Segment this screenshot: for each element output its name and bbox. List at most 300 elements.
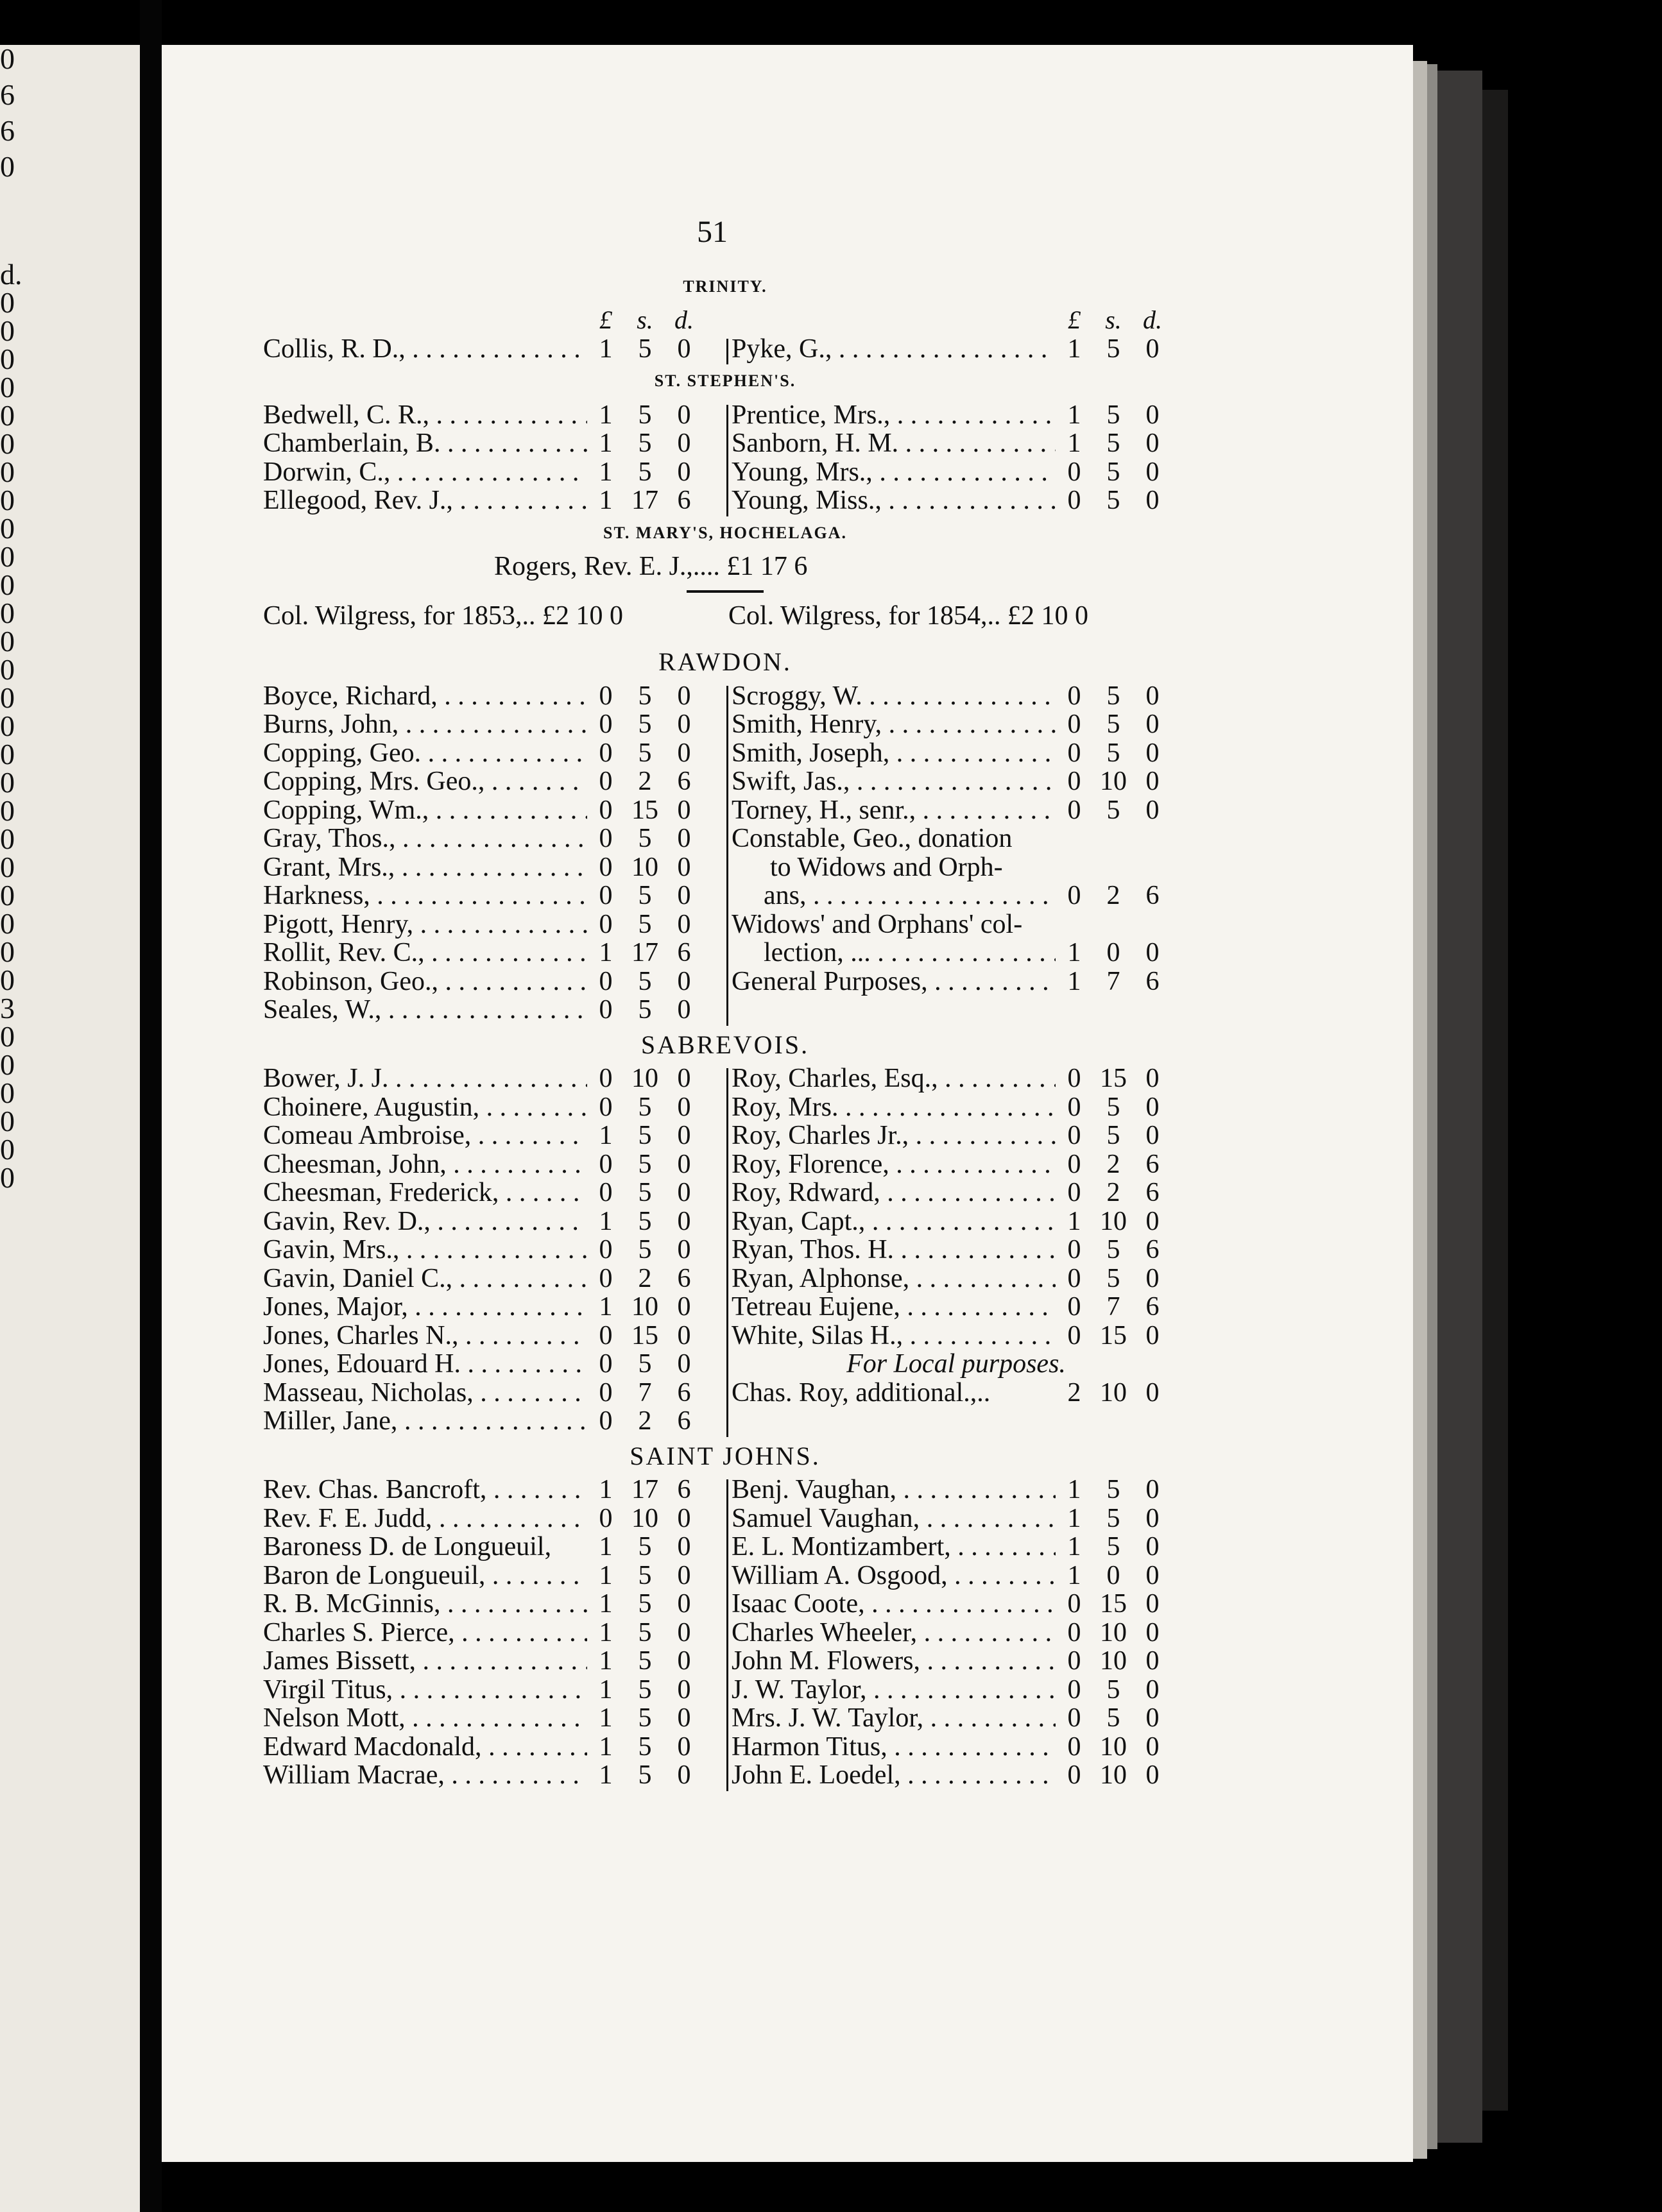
subscriber-name: Young, Miss., . . . xyxy=(725,486,1056,515)
amount-shillings: 5 xyxy=(638,1149,652,1179)
subscriber-row xyxy=(263,824,725,853)
section-title-rawdon: RAWDON. xyxy=(658,647,792,676)
amount-pence: 0 xyxy=(677,1206,691,1236)
amount-pounds: 0 xyxy=(1067,1731,1081,1762)
subscriber-row xyxy=(263,401,725,430)
amount-pounds: 0 xyxy=(1067,1263,1081,1293)
currency-header-pence: d. xyxy=(674,305,694,334)
page-number: 51 xyxy=(697,215,728,249)
subscriber-row xyxy=(725,881,1187,910)
subscriber-row xyxy=(725,401,1187,430)
amount-pounds: 0 xyxy=(1067,1703,1081,1733)
right-column xyxy=(725,1476,1187,1790)
subscriber-name: Dorwin, C., . . . xyxy=(263,458,587,487)
amount-pence: 0 xyxy=(1145,767,1160,796)
saint-johns-table xyxy=(263,1476,1251,1790)
amount-pence: 6 xyxy=(677,1406,691,1436)
subscriber-row xyxy=(725,1590,1187,1619)
subscriber-row xyxy=(725,1533,1187,1561)
subscriber-name: Bower, J. J. . . . xyxy=(263,1064,587,1093)
subscriber-name: James Bissett, . . . xyxy=(263,1647,587,1676)
amount-pounds: 0 xyxy=(1067,486,1081,515)
subscriber-row xyxy=(263,1533,725,1561)
subscriber-row xyxy=(263,881,725,910)
amount-pence: 6 xyxy=(1145,1178,1160,1207)
amount-pounds: 0 xyxy=(599,710,613,739)
facing-page-digit: 0 xyxy=(0,879,15,912)
amount-pounds: 2 xyxy=(1067,1377,1081,1408)
subscriber-name: Samuel Vaughan, . . . xyxy=(725,1504,1056,1533)
subscriber-name: Constable, Geo., donation xyxy=(732,824,1013,853)
amount-shillings: 2 xyxy=(638,767,652,796)
subscriber-name: Ellegood, Rev. J., . . . xyxy=(263,486,587,515)
amount-shillings: 7 xyxy=(1106,966,1120,996)
facing-page-digit: 0 xyxy=(0,568,15,601)
amount-shillings: 5 xyxy=(1106,457,1120,487)
wilgress-row xyxy=(263,602,1187,631)
subscriber-name: Roy, Rdward, . . . xyxy=(725,1178,1056,1207)
amount-shillings: 10 xyxy=(631,1503,658,1533)
facing-page-digit: 0 xyxy=(0,1161,15,1194)
amount-pounds: 1 xyxy=(599,429,613,458)
subscriber-row xyxy=(263,335,725,364)
amount-pounds: 1 xyxy=(1067,429,1081,458)
amount-pence: 0 xyxy=(677,429,691,458)
amount-shillings: 5 xyxy=(638,1617,652,1647)
subscriber-name: Rollit, Rev. C., . . . xyxy=(263,939,587,967)
amount-pounds: 0 xyxy=(599,1320,613,1350)
amount-pence: 0 xyxy=(1145,710,1160,739)
amount-shillings: 17 xyxy=(631,938,658,967)
amount-shillings: 10 xyxy=(1100,1731,1127,1762)
subscriber-name: Swift, Jas., . . . xyxy=(725,767,1056,796)
subscriber-name: Nelson Mott, . . . xyxy=(263,1704,587,1733)
amount-pence: 0 xyxy=(1145,1703,1160,1733)
amount-shillings: 0 xyxy=(1106,938,1120,967)
amount-pounds: 1 xyxy=(599,1731,613,1762)
amount-shillings: 5 xyxy=(1106,1503,1120,1533)
amount-pence: 0 xyxy=(677,966,691,996)
column-divider xyxy=(726,339,728,365)
subscriber-name: Copping, Wm., . . . xyxy=(263,796,587,825)
subscriber-name: R. B. McGinnis, . . . xyxy=(263,1590,587,1619)
subscriber-row xyxy=(263,739,725,768)
facing-page-digit: 0 xyxy=(0,822,15,855)
amount-pence: 0 xyxy=(677,1646,691,1676)
amount-pence: 6 xyxy=(1145,1292,1160,1322)
subscriber-row xyxy=(263,1647,725,1676)
amount-pounds: 0 xyxy=(1067,1617,1081,1647)
currency-header-pounds: £ xyxy=(599,305,612,334)
amount-pence: 0 xyxy=(677,1064,691,1093)
facing-page-digit: 0 xyxy=(0,455,15,488)
amount-pounds: 0 xyxy=(1067,795,1081,825)
subscriber-name: Choinere, Augustin, . . . xyxy=(263,1093,587,1122)
subscriber-name: Boyce, Richard, . . . xyxy=(263,682,587,711)
subscriber-name: John M. Flowers, . . . xyxy=(725,1647,1056,1676)
facing-page-digit: 0 xyxy=(0,935,15,968)
subscriber-row xyxy=(263,1293,725,1322)
amount-pence: 0 xyxy=(1145,1674,1160,1705)
subscriber-name: Robinson, Geo., . . . xyxy=(263,967,587,996)
subscriber-name: William A. Osgood, . . . xyxy=(725,1561,1056,1590)
right-column xyxy=(725,401,1187,515)
amount-shillings: 5 xyxy=(638,1646,652,1676)
amount-pence: 0 xyxy=(1145,1092,1160,1122)
amount-pounds: 1 xyxy=(599,1292,613,1322)
amount-pounds: 0 xyxy=(599,1263,613,1293)
amount-pence: 0 xyxy=(1145,795,1160,825)
amount-shillings: 5 xyxy=(638,1206,652,1236)
facing-page-digit: 6 xyxy=(0,114,15,147)
amount-pounds: 0 xyxy=(1067,457,1081,487)
amount-shillings: 15 xyxy=(1100,1320,1127,1350)
right-column xyxy=(725,1064,1187,1436)
amount-pounds: 0 xyxy=(599,1149,613,1179)
amount-pence: 0 xyxy=(677,1617,691,1647)
amount-shillings: 10 xyxy=(1100,1646,1127,1676)
amount-pence: 0 xyxy=(677,334,691,364)
subscriber-name: Burns, John, . . . xyxy=(263,710,587,739)
subscriber-name: Baroness D. de Longueuil, xyxy=(263,1533,552,1561)
sections-container xyxy=(263,273,1251,515)
currency-header-shillings: s. xyxy=(637,305,653,334)
facing-page-digit: 0 xyxy=(0,964,15,996)
facing-page-digit: d. xyxy=(0,258,22,291)
facing-page-digit xyxy=(0,225,26,260)
amount-pence: 0 xyxy=(677,1292,691,1322)
subscriber-name: lection, ... . . . xyxy=(725,939,1056,967)
section-title-saint-johns: SAINT JOHNS. xyxy=(630,1441,821,1470)
column-divider xyxy=(726,1068,728,1437)
facing-page-digit: 0 xyxy=(0,427,15,460)
left-column xyxy=(263,1476,725,1790)
right-column xyxy=(725,682,1187,1025)
subscriber-name: Copping, Mrs. Geo., . . . xyxy=(263,767,587,796)
facing-page-digit: 0 xyxy=(0,45,15,75)
subscriber-name: Jones, Charles N., . . . xyxy=(263,1322,587,1350)
amount-pounds: 1 xyxy=(1067,1503,1081,1533)
amount-shillings: 15 xyxy=(1100,1064,1127,1093)
amount-pence: 0 xyxy=(1145,938,1160,967)
amount-pounds: 0 xyxy=(599,1406,613,1436)
subscriber-name: J. W. Taylor, . . . xyxy=(725,1676,1056,1705)
amount-shillings: 5 xyxy=(1106,1475,1120,1504)
subscriber-row xyxy=(263,796,725,825)
subscriber-row xyxy=(725,335,1187,364)
amount-pence: 0 xyxy=(1145,1377,1160,1408)
amount-pence: 0 xyxy=(1145,1560,1160,1590)
amount-shillings: 17 xyxy=(631,486,658,515)
subscriber-name: Gavin, Mrs., . . . xyxy=(263,1236,587,1264)
facing-page-digit: 0 xyxy=(0,1048,15,1081)
subscriber-name: Roy, Charles, Esq., . . . xyxy=(725,1064,1056,1093)
amount-pounds: 0 xyxy=(599,1178,613,1207)
subscriber-row xyxy=(263,1619,725,1647)
amount-shillings: 5 xyxy=(1106,795,1120,825)
subscriber-name: Jones, Edouard H. . . . xyxy=(263,1350,587,1379)
subscriber-row xyxy=(725,853,1187,882)
page-edge xyxy=(1413,61,1427,2159)
subscriber-name: Prentice, Mrs., . . . xyxy=(725,401,1056,430)
amount-pence: 0 xyxy=(1145,1532,1160,1561)
subscriber-row xyxy=(725,739,1187,768)
amount-pence: 6 xyxy=(677,1377,691,1408)
amount-pounds: 1 xyxy=(1067,966,1081,996)
facing-page-digit: 0 xyxy=(0,1105,15,1137)
subscriber-row xyxy=(725,682,1187,711)
amount-shillings: 5 xyxy=(638,1589,652,1619)
amount-pence: 0 xyxy=(1145,486,1160,515)
amount-shillings: 5 xyxy=(638,881,652,910)
subscriber-row xyxy=(725,910,1187,939)
amount-pounds: 0 xyxy=(599,1503,613,1533)
subscriber-name: Baron de Longueuil, . . . xyxy=(263,1561,587,1590)
subscriber-name: Rev. Chas. Bancroft, . . . xyxy=(263,1476,587,1504)
facing-page-digit: 0 xyxy=(0,540,15,573)
amount-shillings: 5 xyxy=(638,966,652,996)
amount-pounds: 1 xyxy=(599,1206,613,1236)
amount-shillings: 5 xyxy=(1106,710,1120,739)
subscriber-row xyxy=(725,1561,1187,1590)
amount-pounds: 1 xyxy=(599,1646,613,1676)
amount-pounds: 0 xyxy=(1067,1589,1081,1619)
amount-shillings: 10 xyxy=(631,1064,658,1093)
divider-rule xyxy=(687,590,764,593)
subscriber-name: Gray, Thos., . . . xyxy=(263,824,587,853)
amount-pounds: 1 xyxy=(599,1617,613,1647)
facing-page-digit: 0 xyxy=(0,343,15,375)
amount-pounds: 1 xyxy=(599,1532,613,1561)
subscriber-row xyxy=(263,1379,725,1408)
subscriber-name: Harmon Titus, . . . xyxy=(725,1733,1056,1762)
amount-shillings: 5 xyxy=(638,457,652,487)
subscriber-row xyxy=(263,1322,725,1350)
amount-pence: 0 xyxy=(677,1589,691,1619)
amount-shillings: 5 xyxy=(638,1235,652,1264)
amount-shillings: 2 xyxy=(638,1263,652,1293)
subscriber-name: Seales, W., . . . xyxy=(263,996,587,1025)
amount-pence: 0 xyxy=(677,1349,691,1379)
amount-pounds: 0 xyxy=(599,795,613,825)
amount-pence: 6 xyxy=(1145,966,1160,996)
subscriber-row xyxy=(263,1407,725,1436)
amount-pounds: 0 xyxy=(1067,1235,1081,1264)
subscriber-name: Roy, Charles Jr., . . . xyxy=(725,1121,1056,1150)
amount-pounds: 0 xyxy=(599,881,613,910)
amount-pence: 0 xyxy=(1145,1121,1160,1150)
amount-pence: 0 xyxy=(677,400,691,430)
amount-shillings: 5 xyxy=(638,400,652,430)
subscriber-name: Chamberlain, B. . . . xyxy=(263,429,587,458)
subscriber-row xyxy=(725,429,1187,458)
subscriber-name: Ryan, Alphonse, . . . xyxy=(725,1264,1056,1293)
subscriber-row xyxy=(263,1121,725,1150)
amount-pounds: 0 xyxy=(1067,1674,1081,1705)
amount-pence: 0 xyxy=(1145,400,1160,430)
subscriber-row xyxy=(725,1207,1187,1236)
subscriber-row xyxy=(725,1647,1187,1676)
facing-page-digit: 0 xyxy=(0,286,15,319)
amount-pence: 0 xyxy=(1145,334,1160,364)
subscriber-row xyxy=(725,1619,1187,1647)
right-column xyxy=(725,335,1187,364)
currency-header-pence: d. xyxy=(1143,305,1162,334)
rawdon-table xyxy=(263,682,1251,1025)
facing-page-digit: 0 xyxy=(0,625,15,658)
amount-pounds: 0 xyxy=(1067,1121,1081,1150)
amount-shillings: 5 xyxy=(638,710,652,739)
subscriber-row xyxy=(263,429,725,458)
subscriber-name: E. L. Montizambert, . . . xyxy=(725,1533,1056,1561)
amount-shillings: 10 xyxy=(1100,1617,1127,1647)
facing-page-digit: 0 xyxy=(0,314,15,347)
subscriber-name: Charles S. Pierce, . . . xyxy=(263,1619,587,1647)
amount-shillings: 5 xyxy=(638,1178,652,1207)
facing-page-digits xyxy=(0,45,26,2212)
subscriber-name: Charles Wheeler, . . . xyxy=(725,1619,1056,1647)
amount-pence: 0 xyxy=(1145,738,1160,768)
amount-shillings: 7 xyxy=(638,1377,652,1408)
subscriber-row xyxy=(263,458,725,487)
subscriber-name: Copping, Geo. . . . xyxy=(263,739,587,768)
st-marys-line: Rogers, Rev. E. J.,.... £1 17 6 xyxy=(494,552,808,581)
facing-page-digit: 6 xyxy=(0,78,15,111)
amount-pounds: 0 xyxy=(599,852,613,882)
amount-pence: 0 xyxy=(677,1703,691,1733)
facing-page-digit: 0 xyxy=(0,851,15,883)
subscriber-row xyxy=(725,1350,1187,1379)
amount-pounds: 1 xyxy=(1067,938,1081,967)
subscriber-row xyxy=(263,1676,725,1705)
subscriber-name: ans, . . . xyxy=(725,881,1056,910)
amount-shillings: 5 xyxy=(638,738,652,768)
amount-pence: 0 xyxy=(677,795,691,825)
amount-pounds: 1 xyxy=(599,457,613,487)
amount-pounds: 1 xyxy=(599,1560,613,1590)
subscriber-row xyxy=(725,1322,1187,1350)
currency-header xyxy=(263,306,1251,335)
amount-shillings: 10 xyxy=(1100,1760,1127,1790)
subscriber-name: Sanborn, H. M. . . . xyxy=(725,429,1056,458)
subscriber-row xyxy=(263,1733,725,1762)
amount-shillings: 5 xyxy=(638,1674,652,1705)
amount-pence: 6 xyxy=(677,938,691,967)
amount-pence: 0 xyxy=(1145,1646,1160,1676)
amount-pence: 0 xyxy=(677,852,691,882)
subscriber-name: Miller, Jane, . . . xyxy=(263,1407,587,1436)
amount-pence: 0 xyxy=(677,457,691,487)
amount-shillings: 5 xyxy=(638,909,652,939)
amount-shillings: 0 xyxy=(1106,1560,1120,1590)
facing-page-digit: 0 xyxy=(0,1076,15,1109)
amount-pounds: 1 xyxy=(599,1589,613,1619)
amount-pounds: 1 xyxy=(599,1703,613,1733)
amount-shillings: 5 xyxy=(638,1092,652,1122)
amount-pence: 0 xyxy=(1145,1064,1160,1093)
book-cover-edge xyxy=(1482,90,1508,2111)
subscriber-row xyxy=(263,967,725,996)
subscriber-row xyxy=(725,1150,1187,1179)
subscriber-row xyxy=(263,1150,725,1179)
subscriber-row xyxy=(263,1264,725,1293)
amount-pence: 0 xyxy=(1145,1617,1160,1647)
amount-pounds: 0 xyxy=(599,1092,613,1122)
amount-pounds: 1 xyxy=(1067,1532,1081,1561)
amount-pence: 0 xyxy=(677,1235,691,1264)
subscriber-name: Bedwell, C. R., . . . xyxy=(263,401,587,430)
amount-shillings: 7 xyxy=(1106,1292,1120,1322)
subscriber-row xyxy=(725,1064,1187,1093)
amount-pounds: 0 xyxy=(1067,767,1081,796)
amount-shillings: 10 xyxy=(1100,1377,1127,1408)
subscriber-row xyxy=(263,939,725,967)
amount-pounds: 0 xyxy=(1067,738,1081,768)
amount-shillings: 5 xyxy=(1106,1703,1120,1733)
amount-pence: 0 xyxy=(677,681,691,711)
subscriber-name: Comeau Ambroise, . . . xyxy=(263,1121,587,1150)
subscriber-name: Young, Mrs., . . . xyxy=(725,458,1056,487)
amount-pence: 0 xyxy=(1145,1589,1160,1619)
amount-pence: 0 xyxy=(677,824,691,853)
amount-shillings: 5 xyxy=(638,681,652,711)
subscriber-name: Roy, Florence, . . . xyxy=(725,1150,1056,1179)
amount-shillings: 10 xyxy=(631,1292,658,1322)
subscriber-name: John E. Loedel, . . . xyxy=(725,1761,1056,1790)
facing-page-digit: 0 xyxy=(0,653,15,686)
amount-shillings: 2 xyxy=(1106,1178,1120,1207)
subscriber-row xyxy=(725,1178,1187,1207)
currency-header-shillings: s. xyxy=(1105,305,1122,334)
subscriber-row xyxy=(725,1704,1187,1733)
amount-shillings: 15 xyxy=(631,1320,658,1350)
subscriber-row xyxy=(263,710,725,739)
facing-page-digit: 0 xyxy=(0,371,15,404)
facing-page-edge xyxy=(0,45,140,2212)
subscriber-row xyxy=(263,1590,725,1619)
facing-page-digit xyxy=(0,189,26,225)
left-column xyxy=(263,335,725,364)
amount-pence: 0 xyxy=(677,1560,691,1590)
left-column xyxy=(263,401,725,515)
amount-pence: 0 xyxy=(677,1121,691,1150)
amount-pounds: 0 xyxy=(1067,1092,1081,1122)
amount-pence: 0 xyxy=(677,1149,691,1179)
subscriber-row xyxy=(263,1704,725,1733)
amount-pounds: 0 xyxy=(599,909,613,939)
subscriber-name: to Widows and Orph- xyxy=(770,853,1003,881)
column-divider xyxy=(726,1479,728,1791)
amount-shillings: 5 xyxy=(638,1731,652,1762)
amount-pence: 6 xyxy=(677,1263,691,1293)
amount-pounds: 0 xyxy=(1067,881,1081,910)
amount-shillings: 5 xyxy=(1106,486,1120,515)
facing-page-digit: 0 xyxy=(0,794,15,827)
currency-header-pounds: £ xyxy=(1068,305,1081,334)
amount-pounds: 1 xyxy=(599,486,613,515)
facing-page-digit: 0 xyxy=(0,1020,15,1053)
subscriber-name: Gavin, Rev. D., . . . xyxy=(263,1207,587,1236)
amount-pounds: 1 xyxy=(1067,1560,1081,1590)
amount-shillings: 5 xyxy=(638,995,652,1025)
amount-pounds: 0 xyxy=(599,681,613,711)
amount-pounds: 1 xyxy=(1067,1475,1081,1504)
amount-pounds: 0 xyxy=(599,1377,613,1408)
subscriber-row xyxy=(725,767,1187,796)
subscriber-name: Cheesman, John, . . . xyxy=(263,1150,587,1179)
amount-shillings: 5 xyxy=(638,334,652,364)
subscriber-row xyxy=(725,824,1187,853)
